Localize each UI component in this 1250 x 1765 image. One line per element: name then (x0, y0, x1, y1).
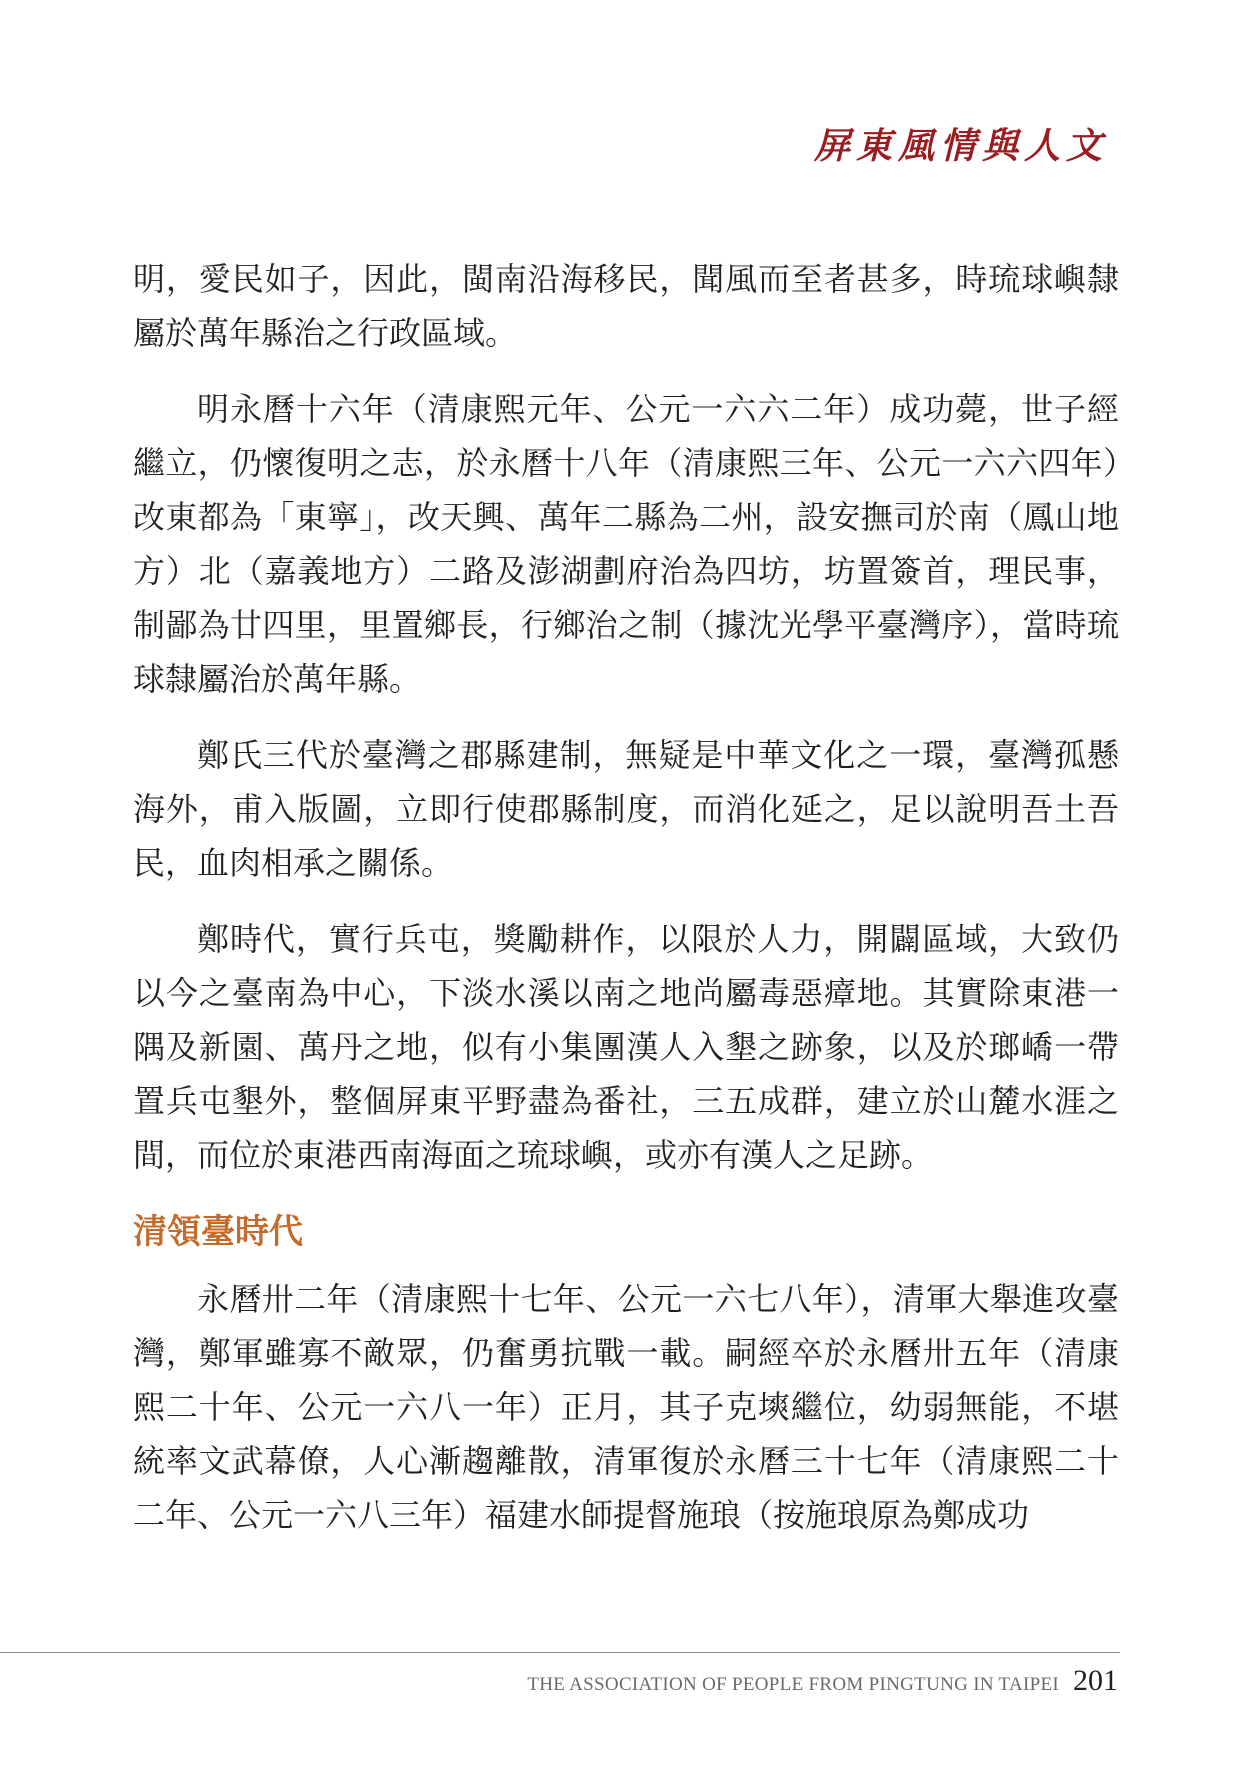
running-title: 屏東風情與人文 (813, 125, 1108, 167)
paragraph-4: 鄭時代，實行兵屯，獎勵耕作，以限於人力，開闢區域，大致仍以今之臺南為中心，下淡水溪以南之地尚屬毒惡瘴地。其實除東港一隅及新園、萬丹之地，似有小集團漢人入墾之跡象，以及於瑯嶠一帶置兵屯墾外，整個屏東平野盡為番社，三五成群，建立於山麓水涯之間，而位於東港西南海面之琉球嶼，或亦有漢人之足跡。 (133, 920, 1119, 1174)
page-number: 201 (1073, 1664, 1118, 1697)
page-body (133, 252, 1119, 1564)
paragraph-3: 鄭氏三代於臺灣之郡縣建制，無疑是中華文化之一環，臺灣孤懸海外，甫入版圖，立即行使郡縣制度，而消化延之，足以說明吾土吾民，血肉相承之關係。 (133, 736, 1119, 882)
paragraph-2: 明永曆十六年（清康熙元年、公元一六六二年）成功薨，世子經繼立，仍懷復明之志，於永曆十八年（清康熙三年、公元一六六四年）改東都為「東寧」，改天興、萬年二縣為二州，設安撫司於南（鳳山地方）北（嘉義地方）二路及澎湖劃府治為四坊，坊置簽首，理民事，制鄙為廿四里，里置鄉長，行鄉治之制（據沈光學平臺灣序），當時琉球隸屬治於萬年縣。 (133, 390, 1119, 698)
page-footer (527, 1664, 1118, 1698)
footer-divider (0, 1652, 1120, 1653)
section-heading: 清領臺時代 (133, 1212, 303, 1252)
paragraph-5: 永曆卅二年（清康熙十七年、公元一六七八年），清軍大舉進攻臺灣，鄭軍雖寡不敵眾，仍奮勇抗戰一載。嗣經卒於永曆卅五年（清康熙二十年、公元一六八一年）正月，其子克塽繼位，幼弱無能，不堪統率文武幕僚，人心漸趨離散，清軍復於永曆三十七年（清康熙二十二年、公元一六八三年）福建水師提督施琅（按施琅原為鄭成功 (133, 1280, 1119, 1534)
footer-association: THE ASSOCIATION OF PEOPLE FROM PINGTUNG IN TAIPEI (527, 1674, 1059, 1695)
paragraph-1: 明，愛民如子，因此，閩南沿海移民，聞風而至者甚多，時琉球嶼隸屬於萬年縣治之行政區域。 (133, 260, 1119, 352)
